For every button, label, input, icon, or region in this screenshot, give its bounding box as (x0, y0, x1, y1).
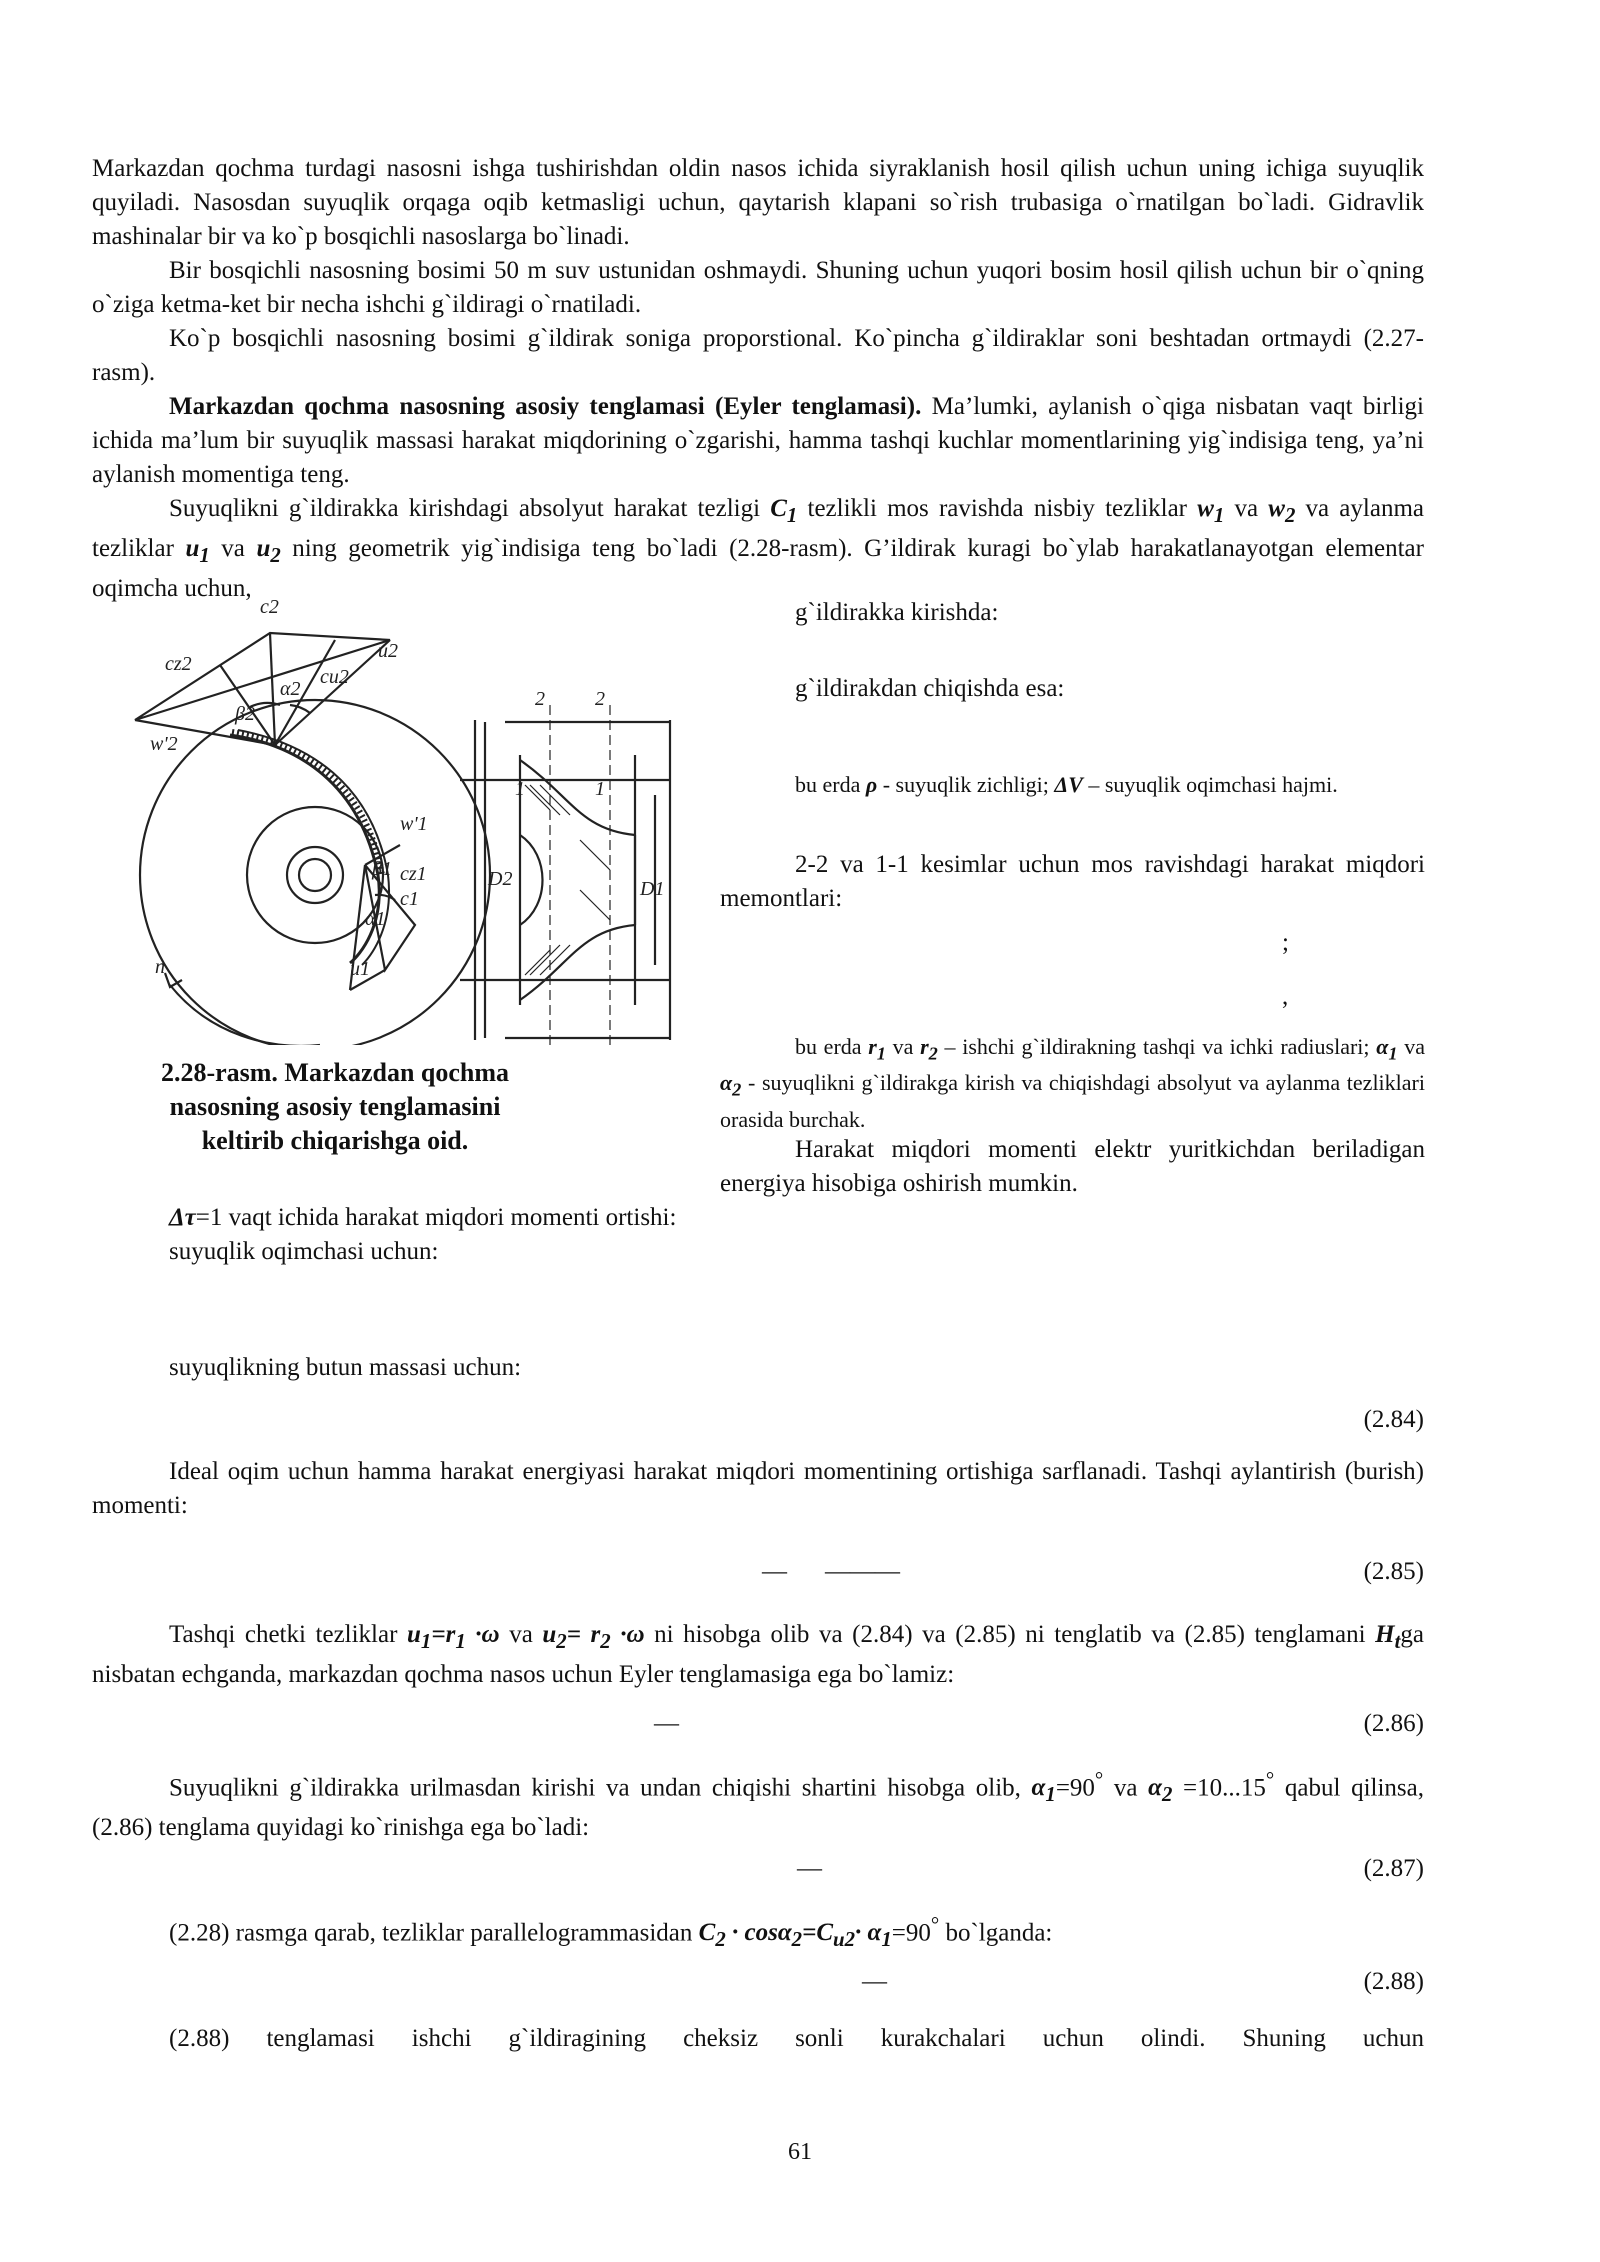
label-n: n (155, 956, 165, 978)
text-harakat: Harakat miqdori momenti elektr yuritkichdan beriladigan energiya hisobiga oshirish mumkin. (720, 1136, 1425, 1197)
paragraph-3: Ko`p bosqichli nasosning bosimi g`ildirak soniga proporstional. Ko`pincha g`ildiraklar soni beshtadan ortmaydi (2.27- rasm). (92, 325, 1424, 386)
equation-2-86: — (2.86) (92, 1707, 1424, 1741)
label-w2: w'2 (150, 733, 178, 755)
figure-2-28 (110, 595, 710, 1045)
euler-heading: Markazdan qochma nasosning asosiy tenglamasi (Eyler tenglamasi). (169, 393, 922, 420)
label-sec2a: 2 (535, 688, 545, 710)
equation-2-88: — (2.88) (92, 1965, 1424, 1999)
text-dtau: Δτ=1 vaqt ichida harakat miqdori momenti ortishi: (169, 1204, 677, 1231)
text-shart: Suyuqlikni g`ildirakka urilmasdan kirishi va undan chiqishi shartini hisobga olib, $\alpha_1=90^\circ$ va $\alpha_2 =10...15^\circ$ qabul qilinsa, (2.86) tenglama quyidagi ko`rinishga ega bo`ladi: (92, 1767, 1424, 1842)
eq-number-2-88: (2.88) (1363, 1968, 1424, 1995)
eq-number-2-86: (2.86) (1363, 1710, 1424, 1737)
figure-caption: 2.28-rasm. Markazdan qochma nasosning asosiy tenglamasini keltirib chiqarishga oid. (160, 1058, 510, 1155)
text-tashqi: Tashqi chetki tezliklar $u_1=r_1 \cdot\omega$ va $u_2= r_2 \cdot\omega$ ni hisobga olib va (2.84) va (2.85) ni tenglatib va (2.85) tenglamani $H_tga$ nisbatan echganda, markazdan qochma nasos uchun Eyler tenglamasiga ega bo`lamiz: (92, 1621, 1424, 1688)
paragraph-2: Bir bosqichli nasosning bosimi 50 m suv ustunidan oshmaydi. Shuning uchun yuqori bosim hosil qilish uchun bir o`qning o`ziga ketma-ket bir necha ishchi g`ildiragi o`rnatiladi. (92, 257, 1424, 318)
eq-number-2-85: (2.85) (1363, 1558, 1424, 1585)
label-u1: u1 (350, 958, 370, 980)
text-rasm: (2.28) rasmga qarab, tezliklar parallelogrammasidan $C_2 \cdot \cos\alpha_2=C_{u2}\cdot \alpha_1=90^\circ$ bo`lganda: (169, 1912, 1053, 1952)
text-buerda-1: bu erda ρ - suyuqlik zichligi; ΔV – suyuqlik oqimchasi hajmi. (795, 772, 1338, 797)
equation-2-87: — (2.87) (92, 1852, 1424, 1886)
intro-text (92, 152, 1424, 606)
label-sec2b: 2 (595, 688, 605, 710)
label-w1: w'1 (400, 813, 428, 835)
text-kesim: 2-2 va 1-1 kesimlar uchun mos ravishdagi harakat miqdori memontlari: (720, 851, 1425, 912)
label-sec1b: 1 (595, 778, 605, 800)
semicolon: ; (1282, 929, 1289, 956)
label-alpha2: α2 (280, 678, 301, 700)
text-last: (2.88) tenglamasi ishchi g`ildiragining cheksiz sonli kurakchalari uchun olindi. Shuning uchun (169, 2025, 1424, 2052)
text-buerda-2: bu erda $r_1$ va $r_2$ – ishchi g`ildirakning tashqi va ichki radiuslari; $\alpha_1$ va $\alpha_2$ - suyuqlikni g`ildirakga kirish va chiqishdagi absolyut va aylanma tezliklari orasida burchak. (720, 1034, 1426, 1132)
paragraph-1: Markazdan qochma turdagi nasosni ishga tushirishdan oldin nasos ichida siyraklanish hosil qilish uchun uning ichiga suyuqlik quyiladi. Nasosdan suyuqlik orqaga oqib ketmasligi uchun, qaytarish klapani so`rish trubasiga o`rnatilgan bo`ladi. Gidravlik mashinalar bir va ko`p bosqichli nasoslarga bo`linadi. (92, 155, 1424, 250)
impeller-outer-circle (140, 700, 490, 1045)
text-butun: suyuqlikning butun massasi uchun: (169, 1354, 522, 1381)
label-alpha1: α1 (365, 908, 386, 930)
label-sec1a: 1 (515, 778, 525, 800)
label-cz1: cz1 (400, 863, 427, 885)
text-oqimcha: suyuqlik oqimchasi uchun: (169, 1238, 439, 1265)
label-c1: c1 (400, 888, 419, 910)
label-D1: D1 (640, 878, 665, 900)
label-cz2: cz2 (165, 653, 192, 675)
text-kirish: g`ildirakka kirishda: (795, 599, 999, 626)
equation-2-84 (92, 1403, 1424, 1437)
paragraph-4: Markazdan qochma nasosning asosiy tenglamasi (Eyler tenglamasi). Ma’lumki, aylanish o`qiga nisbatan vaqt birligi ichida ma’lum bir suyuqlik massasi harakat miqdorining o`zgarishi, hamma tashqi kuchlar momentlarining yig`indisiga teng, ya’ni aylanish momentiga teng. (92, 393, 1424, 488)
label-D2: D2 (488, 868, 513, 890)
paragraph-5: Suyuqlikni g`ildirakka kirishdagi absolyut harakat tezligi $C_1$ tezlikli mos ravishda nisbiy tezliklar $w_1$ va $w_2$ va aylanma tezliklar $u_1$ va $u_2$ ning geometrik yig`indisiga teng bo`ladi (2.28-rasm). G’ildirak kuragi bo`ylab harakatlanayotgan elementar oqimcha uchun, (92, 495, 1424, 602)
text-ideal: Ideal oqim uchun hamma harakat energiyasi harakat miqdori momentining ortishiga sarflanadi. Tashqi aylantirish (burish) momenti: (92, 1458, 1424, 1519)
equation-2-85: — ——— (2.85) (92, 1555, 1424, 1589)
page-number: 61 (788, 2139, 812, 2165)
text-chiqish: g`ildirakdan chiqishda esa: (795, 675, 1065, 702)
eq-number-2-87: (2.87) (1363, 1855, 1424, 1882)
label-beta1: β1 (372, 858, 392, 880)
label-c2: c2 (260, 596, 279, 618)
comma: , (1282, 983, 1289, 1010)
eq-number-2-84: (2.84) (1363, 1406, 1424, 1433)
label-cu2: cu2 (320, 666, 349, 688)
label-beta2: β2 (235, 703, 255, 725)
label-u2: u2 (378, 640, 398, 662)
